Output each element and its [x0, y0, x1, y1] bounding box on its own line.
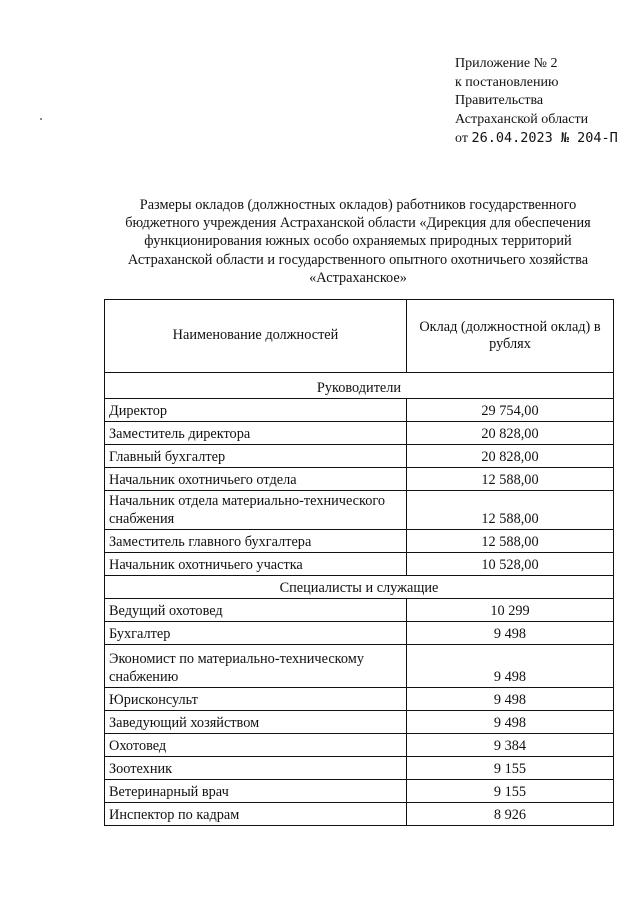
position-cell: Ветеринарный врач	[105, 780, 407, 803]
position-cell: Юрисконсульт	[105, 688, 407, 711]
salary-cell: 8 926	[407, 803, 614, 826]
table-row	[105, 780, 614, 803]
salary-cell: 9 498	[407, 711, 614, 734]
salary-cell: 12 588,00	[407, 468, 614, 491]
table-row	[105, 688, 614, 711]
appendix-block	[455, 55, 635, 149]
salary-cell: 9 155	[407, 780, 614, 803]
salary-cell: 9 498	[407, 688, 614, 711]
table-row	[105, 491, 614, 530]
appendix-line-3: Правительства	[455, 93, 544, 108]
header-position: Наименование должностей	[105, 300, 407, 373]
position-cell: Директор	[105, 399, 407, 422]
table-row	[105, 757, 614, 780]
table-row	[105, 622, 614, 645]
position-cell: Экономист по материально-техническому снабжению	[105, 645, 407, 688]
position-cell: Заведующий хозяйством	[105, 711, 407, 734]
salary-cell: 10 528,00	[407, 553, 614, 576]
salary-cell: 10 299	[407, 599, 614, 622]
table-row	[105, 599, 614, 622]
scan-dot	[40, 118, 42, 120]
salary-cell: 20 828,00	[407, 445, 614, 468]
table-row	[105, 530, 614, 553]
document-title: Размеры окладов (должностных окладов) работников государственного бюджетного учреждения Астраханской области «Дирекция для обеспечения функционирования южных особо охраняемых природных территорий Астраханской области и государственного опытного охотничьего хозяйства «Астраханское»	[125, 197, 591, 286]
position-cell: Начальник охотничьего отдела	[105, 468, 407, 491]
table-row	[105, 711, 614, 734]
position-cell: Инспектор по кадрам	[105, 803, 407, 826]
position-cell: Начальник отдела материально-технического снабжения	[105, 491, 407, 530]
salary-cell: 9 384	[407, 734, 614, 757]
group-row	[105, 576, 614, 599]
salary-cell: 12 588,00	[407, 491, 614, 530]
position-cell: Начальник охотничьего участка	[105, 553, 407, 576]
table-row	[105, 468, 614, 491]
position-cell: Заместитель директора	[105, 422, 407, 445]
group-row	[105, 373, 614, 399]
position-cell: Заместитель главного бухгалтера	[105, 530, 407, 553]
appendix-date-prefix: от	[455, 131, 468, 146]
appendix-line-2: к постановлению	[455, 74, 559, 90]
table-row	[105, 553, 614, 576]
table-row	[105, 445, 614, 468]
salary-cell: 20 828,00	[407, 422, 614, 445]
appendix-date-stamp: 26.04.2023 № 204-П	[471, 130, 618, 146]
salary-cell: 12 588,00	[407, 530, 614, 553]
position-cell: Бухгалтер	[105, 622, 407, 645]
table-row	[105, 803, 614, 826]
salary-cell: 9 155	[407, 757, 614, 780]
group-title: Специалисты и служащие	[105, 576, 614, 599]
salary-table	[104, 299, 614, 826]
position-cell: Охотовед	[105, 734, 407, 757]
header-salary: Оклад (должностной оклад) в рублях	[407, 300, 614, 373]
salary-cell: 29 754,00	[407, 399, 614, 422]
position-cell: Ведущий охотовед	[105, 599, 407, 622]
appendix-line-4: Астраханской области	[455, 111, 589, 127]
salary-cell: 9 498	[407, 622, 614, 645]
table-row	[105, 422, 614, 445]
table-row	[105, 645, 614, 688]
table-row	[105, 734, 614, 757]
salary-cell: 9 498	[407, 645, 614, 688]
position-cell: Зоотехник	[105, 757, 407, 780]
appendix-line-1: Приложение № 2	[455, 56, 558, 71]
group-title: Руководители	[105, 373, 614, 399]
position-cell: Главный бухгалтер	[105, 445, 407, 468]
table-header-row	[105, 300, 614, 373]
appendix-date	[455, 129, 635, 149]
table-row	[105, 399, 614, 422]
